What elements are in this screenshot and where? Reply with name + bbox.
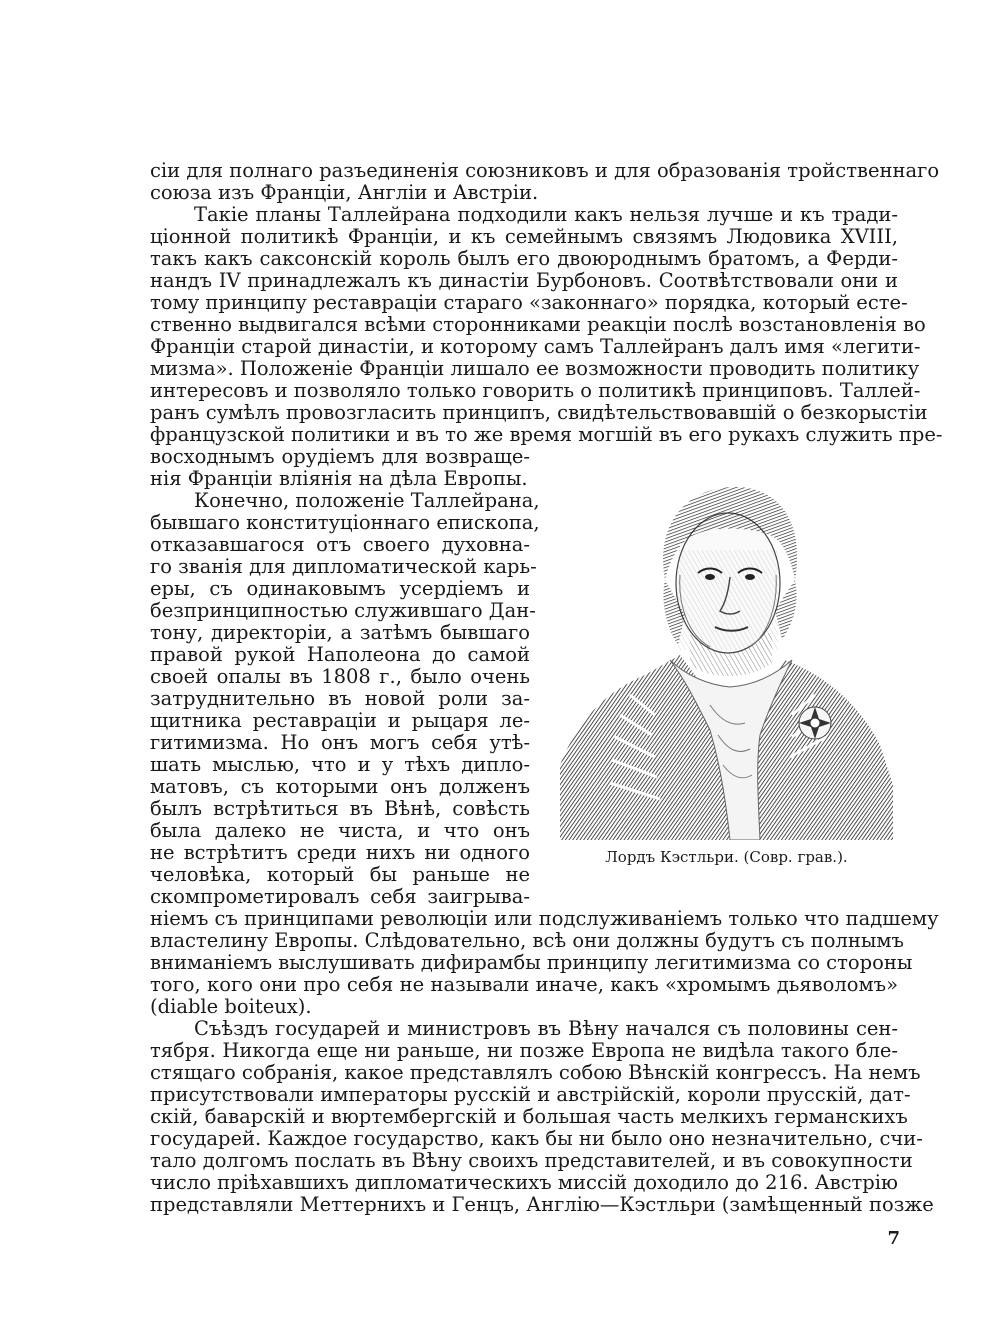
text-line: восходнымъ орудiемъ для возвраще-: [150, 445, 530, 468]
text-line: затруднительно въ новой роли за-: [150, 687, 530, 710]
text-line: Францiи старой династiи, и которому самъ Таллейранъ далъ имя «легити-: [150, 335, 921, 358]
text-line: представляли Меттернихъ и Генцъ, Англiю—Кэстльри (замѣщенный позже: [150, 1193, 934, 1216]
text-line: сiи для полнаго разъединенiя союзниковъ и для образованiя тройственнаго: [150, 159, 940, 182]
text-line: еры, съ одинаковымъ усердiемъ и: [150, 577, 530, 600]
text-line: скiй, баварскiй и вюртембергскiй и большая часть мелкихъ германскихъ: [150, 1105, 908, 1128]
text-line: тому принципу реставрацiи стараго «законнаго» порядка, который есте-: [150, 291, 908, 314]
text-line: была далеко не чиста, и что онъ: [150, 819, 530, 842]
text-line: скомпрометировалъ себя заигрыва-: [150, 885, 530, 908]
text-line: правой рукой Наполеона до самой: [150, 643, 530, 666]
text-line: не встрѣтитъ среди нихъ ни одного: [150, 841, 530, 864]
text-line: гитимизма. Но онъ могъ себя утѣ-: [150, 731, 530, 754]
text-line: того, кого они про себя не называли иначе, какъ «хромымъ дьяволомъ»: [150, 973, 898, 996]
figure-caption: Лордъ Кэстльри. (Совр. грав.).: [605, 848, 848, 866]
text-line: го званiя для дипломатической карь-: [150, 555, 537, 578]
text-line: ственно выдвигался всѣми сторонниками реакцiи послѣ возстановленiя во: [150, 313, 926, 336]
text-line: число прiѣхавшихъ дипломатическихъ миссiй доходило до 216. Австрiю: [150, 1171, 898, 1194]
text-line: такъ какъ саксонскiй король былъ его двоюроднымъ братомъ, а Ферди-: [150, 247, 898, 270]
text-line: отказавшагося отъ своего духовна-: [150, 533, 530, 556]
text-line: присутствовали императоры русскiй и австрiйскiй, короли прусскiй, дат-: [150, 1083, 911, 1106]
text-line: Такiе планы Таллейрана подходили какъ нельзя лучше и къ тради-: [194, 203, 898, 226]
text-line: Конечно, положенiе Таллейрана,: [194, 489, 540, 512]
text-line: былъ встрѣтиться въ Вѣнѣ, совѣсть: [150, 797, 530, 820]
text-line: бывшаго конституцiоннаго епископа,: [150, 511, 540, 534]
text-line: тону, директорiи, а затѣмъ бывшаго: [150, 621, 530, 644]
text-line: нiемъ съ принципами революцiи или подслуживанiемъ только что падшему: [150, 907, 939, 930]
text-line: цiонной политикѣ Францiи, и къ семейнымъ связямъ Людовика XVIII,: [150, 225, 898, 248]
text-line: (diable boiteux).: [150, 995, 312, 1018]
text-line: мизма». Положенiе Францiи лишало ее возможности проводить политику: [150, 357, 920, 380]
text-line: нiя Францiи влiянiя на дѣла Европы.: [150, 467, 528, 490]
page-number: 7: [887, 1228, 900, 1249]
text-line: ранъ сумѣлъ провозгласить принципъ, свидѣтельствовавшiй о безкорыстiи: [150, 401, 928, 424]
text-line: шать мыслью, что и у тѣхъ дипло-: [150, 753, 530, 776]
portrait-engraving: [560, 465, 893, 840]
text-line: нандъ IV принадлежалъ къ династiи Бурбоновъ. Соотвѣтствовали они и: [150, 269, 898, 292]
text-line: стящаго собранiя, какое представлялъ собою Вѣнскiй конгрессъ. На немъ: [150, 1061, 921, 1084]
text-line: тало долгомъ послать въ Вѣну своихъ представителей, и въ совокупности: [150, 1149, 913, 1172]
text-line: властелину Европы. Слѣдовательно, всѣ они должны будутъ съ полнымъ: [150, 929, 904, 952]
text-line: щитника реставрацiи и рыцаря ле-: [150, 709, 530, 732]
text-line: матовъ, съ которыми онъ долженъ: [150, 775, 530, 798]
text-line: интересовъ и позволяло только говорить о политикѣ принциповъ. Таллей-: [150, 379, 921, 402]
text-line: французской политики и въ то же время могшiй въ его рукахъ служить пре-: [150, 423, 943, 446]
text-line: вниманiемъ выслушивать дифирамбы принципу легитимизма со стороны: [150, 951, 913, 974]
text-line: безпринципностью служившаго Дан-: [150, 599, 536, 622]
text-line: человѣка, который бы раньше не: [150, 863, 530, 886]
text-line: государей. Каждое государство, какъ бы ни было оно незначительно, счи-: [150, 1127, 923, 1150]
text-line: Съѣздъ государей и министровъ въ Вѣну начался съ половины сен-: [194, 1017, 898, 1040]
text-line: тября. Никогда еще ни раньше, ни позже Европа не видѣла такого бле-: [150, 1039, 898, 1062]
text-line: союза изъ Францiи, Англiи и Австрiи.: [150, 181, 539, 204]
text-line: своей опалы въ 1808 г., было очень: [150, 665, 530, 688]
